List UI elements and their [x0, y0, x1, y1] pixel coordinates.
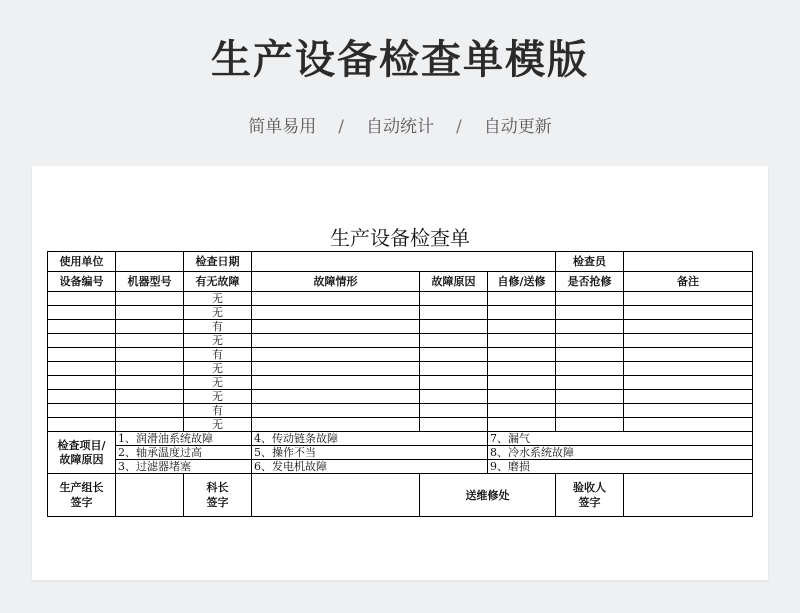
leader-signature-label-line: 生产组长 — [59, 481, 104, 494]
equipment-id-cell[interactable] — [48, 390, 116, 404]
repair-type-cell[interactable] — [488, 390, 556, 404]
fault-cause-cell[interactable] — [420, 306, 488, 320]
remarks-cell[interactable] — [624, 404, 753, 418]
table-row — [48, 348, 753, 362]
date-label: 检查日期 — [184, 252, 252, 272]
table-row — [48, 404, 753, 418]
repair-type-cell[interactable] — [488, 348, 556, 362]
remarks-cell[interactable] — [624, 306, 753, 320]
cause-item: 9、磨损 — [488, 460, 753, 474]
table-row — [48, 306, 753, 320]
acceptor-signature-label-line: 签字 — [578, 496, 601, 509]
remarks-cell[interactable] — [624, 418, 753, 432]
remarks-cell[interactable] — [624, 348, 753, 362]
remarks-cell[interactable] — [624, 292, 753, 306]
table-row — [48, 362, 753, 376]
equipment-id-cell[interactable] — [48, 334, 116, 348]
urgent-repair-cell[interactable] — [556, 376, 624, 390]
feature-tag: 简单易用 — [248, 117, 317, 137]
equipment-id-cell[interactable] — [48, 306, 116, 320]
tag-separator: / — [338, 117, 344, 137]
col-header-fault-situation: 故障情形 — [252, 272, 420, 292]
unit-label: 使用单位 — [48, 252, 116, 272]
repair-label: 送维修处 — [420, 474, 556, 517]
cause-item: 3、过滤器堵塞 — [116, 460, 252, 474]
repair-type-cell[interactable] — [488, 404, 556, 418]
model-cell[interactable] — [116, 404, 184, 418]
remarks-cell[interactable] — [624, 390, 753, 404]
model-cell[interactable] — [116, 376, 184, 390]
cause-item: 8、冷水系统故障 — [488, 446, 753, 460]
repair-type-cell[interactable] — [488, 376, 556, 390]
acceptor-signature-label-line: 验收人 — [573, 481, 607, 494]
urgent-repair-cell[interactable] — [556, 334, 624, 348]
inspector-value-cell[interactable] — [624, 252, 753, 272]
fault-situation-cell[interactable] — [252, 362, 420, 376]
feature-tag: 自动统计 — [366, 117, 434, 137]
leader-signature-cell[interactable] — [116, 474, 184, 517]
urgent-repair-cell[interactable] — [556, 404, 624, 418]
col-header-equipment-id: 设备编号 — [48, 272, 116, 292]
document-title: 生产设备检查单 — [330, 226, 470, 250]
cause-item: 5、操作不当 — [252, 446, 488, 460]
header-info-row — [48, 252, 753, 272]
items-row — [48, 446, 753, 460]
items-label-line: 故障原因 — [59, 452, 104, 466]
section-chief-signature-label — [184, 474, 252, 517]
fault-status-cell[interactable]: 有 — [184, 320, 252, 334]
repair-type-cell[interactable] — [488, 418, 556, 432]
col-header-model: 机器型号 — [116, 272, 184, 292]
equipment-id-cell[interactable] — [48, 418, 116, 432]
urgent-repair-cell[interactable] — [556, 320, 624, 334]
signature-row — [48, 474, 753, 517]
repair-type-cell[interactable] — [488, 362, 556, 376]
fault-cause-cell[interactable] — [420, 320, 488, 334]
model-cell[interactable] — [116, 334, 184, 348]
repair-type-cell[interactable] — [488, 334, 556, 348]
fault-status-cell[interactable]: 有 — [184, 404, 252, 418]
urgent-repair-cell[interactable] — [556, 306, 624, 320]
fault-situation-cell[interactable] — [252, 306, 420, 320]
urgent-repair-cell[interactable] — [556, 362, 624, 376]
model-cell[interactable] — [116, 362, 184, 376]
fault-situation-cell[interactable] — [252, 334, 420, 348]
inspection-table — [47, 251, 753, 517]
cause-item: 4、传动链条故障 — [252, 432, 488, 446]
fault-status-cell[interactable]: 无 — [184, 390, 252, 404]
page-title: 生产设备检查单模版 — [211, 37, 589, 83]
table-row — [48, 376, 753, 390]
fault-situation-cell[interactable] — [252, 390, 420, 404]
acceptor-signature-cell[interactable] — [624, 474, 753, 517]
fault-cause-cell[interactable] — [420, 292, 488, 306]
urgent-repair-cell[interactable] — [556, 390, 624, 404]
items-label — [48, 432, 116, 474]
fault-cause-cell[interactable] — [420, 362, 488, 376]
fault-status-cell[interactable]: 无 — [184, 418, 252, 432]
remarks-cell[interactable] — [624, 362, 753, 376]
repair-type-cell[interactable] — [488, 306, 556, 320]
model-cell[interactable] — [116, 390, 184, 404]
document-sheet — [32, 166, 768, 580]
fault-cause-cell[interactable] — [420, 404, 488, 418]
feature-tag: 自动更新 — [483, 117, 552, 137]
items-row — [48, 432, 753, 446]
fault-cause-cell[interactable] — [420, 390, 488, 404]
repair-type-cell[interactable] — [488, 320, 556, 334]
leader-signature-label — [48, 474, 116, 517]
fault-status-cell[interactable]: 无 — [184, 334, 252, 348]
cause-item: 2、轴承温度过高 — [116, 446, 252, 460]
fault-status-cell[interactable]: 无 — [184, 292, 252, 306]
column-header-row — [48, 272, 753, 292]
section-chief-signature-cell[interactable] — [252, 474, 420, 517]
acceptor-signature-label — [556, 474, 624, 517]
equipment-id-cell[interactable] — [48, 348, 116, 362]
model-cell[interactable] — [116, 306, 184, 320]
unit-value-cell[interactable] — [116, 252, 184, 272]
col-header-fault-cause: 故障原因 — [420, 272, 488, 292]
col-header-remarks: 备注 — [624, 272, 753, 292]
cause-item: 6、发电机故障 — [252, 460, 488, 474]
items-row — [48, 460, 753, 474]
section-chief-signature-label-line: 签字 — [206, 496, 229, 509]
tag-separator: / — [456, 117, 462, 137]
model-cell[interactable] — [116, 418, 184, 432]
equipment-id-cell[interactable] — [48, 320, 116, 334]
date-value-cell[interactable] — [252, 252, 556, 272]
fault-status-cell[interactable]: 无 — [184, 376, 252, 390]
fault-situation-cell[interactable] — [252, 404, 420, 418]
urgent-repair-cell[interactable] — [556, 348, 624, 362]
model-cell[interactable] — [116, 320, 184, 334]
leader-signature-label-line: 签字 — [70, 496, 93, 509]
fault-cause-cell[interactable] — [420, 376, 488, 390]
table-row — [48, 292, 753, 306]
urgent-repair-cell[interactable] — [556, 418, 624, 432]
table-row — [48, 320, 753, 334]
equipment-id-cell[interactable] — [48, 292, 116, 306]
fault-status-cell[interactable]: 无 — [184, 306, 252, 320]
section-chief-signature-label-line: 科长 — [206, 481, 229, 494]
urgent-repair-cell[interactable] — [556, 292, 624, 306]
fault-situation-cell[interactable] — [252, 348, 420, 362]
fault-cause-cell[interactable] — [420, 348, 488, 362]
remarks-cell[interactable] — [624, 376, 753, 390]
table-row — [48, 418, 753, 432]
fault-cause-cell[interactable] — [420, 418, 488, 432]
equipment-id-cell[interactable] — [48, 404, 116, 418]
cause-item: 7、漏气 — [488, 432, 753, 446]
equipment-id-cell[interactable] — [48, 376, 116, 390]
table-row — [48, 390, 753, 404]
repair-type-cell[interactable] — [488, 292, 556, 306]
fault-status-cell[interactable]: 有 — [184, 348, 252, 362]
feature-tags — [0, 112, 800, 137]
equipment-id-cell[interactable] — [48, 362, 116, 376]
model-cell[interactable] — [116, 292, 184, 306]
model-cell[interactable] — [116, 348, 184, 362]
col-header-urgent-repair: 是否抢修 — [556, 272, 624, 292]
fault-situation-cell[interactable] — [252, 320, 420, 334]
col-header-fault-status: 有无故障 — [184, 272, 252, 292]
fault-status-cell[interactable]: 无 — [184, 362, 252, 376]
fault-situation-cell[interactable] — [252, 418, 420, 432]
fault-situation-cell[interactable] — [252, 376, 420, 390]
col-header-repair-type: 自修/送修 — [488, 272, 556, 292]
items-label-line: 检查项目/ — [57, 438, 106, 452]
fault-situation-cell[interactable] — [252, 292, 420, 306]
fault-cause-cell[interactable] — [420, 334, 488, 348]
inspector-label: 检查员 — [556, 252, 624, 272]
remarks-cell[interactable] — [624, 334, 753, 348]
cause-item: 1、润滑油系统故障 — [116, 432, 252, 446]
remarks-cell[interactable] — [624, 320, 753, 334]
table-row — [48, 334, 753, 348]
